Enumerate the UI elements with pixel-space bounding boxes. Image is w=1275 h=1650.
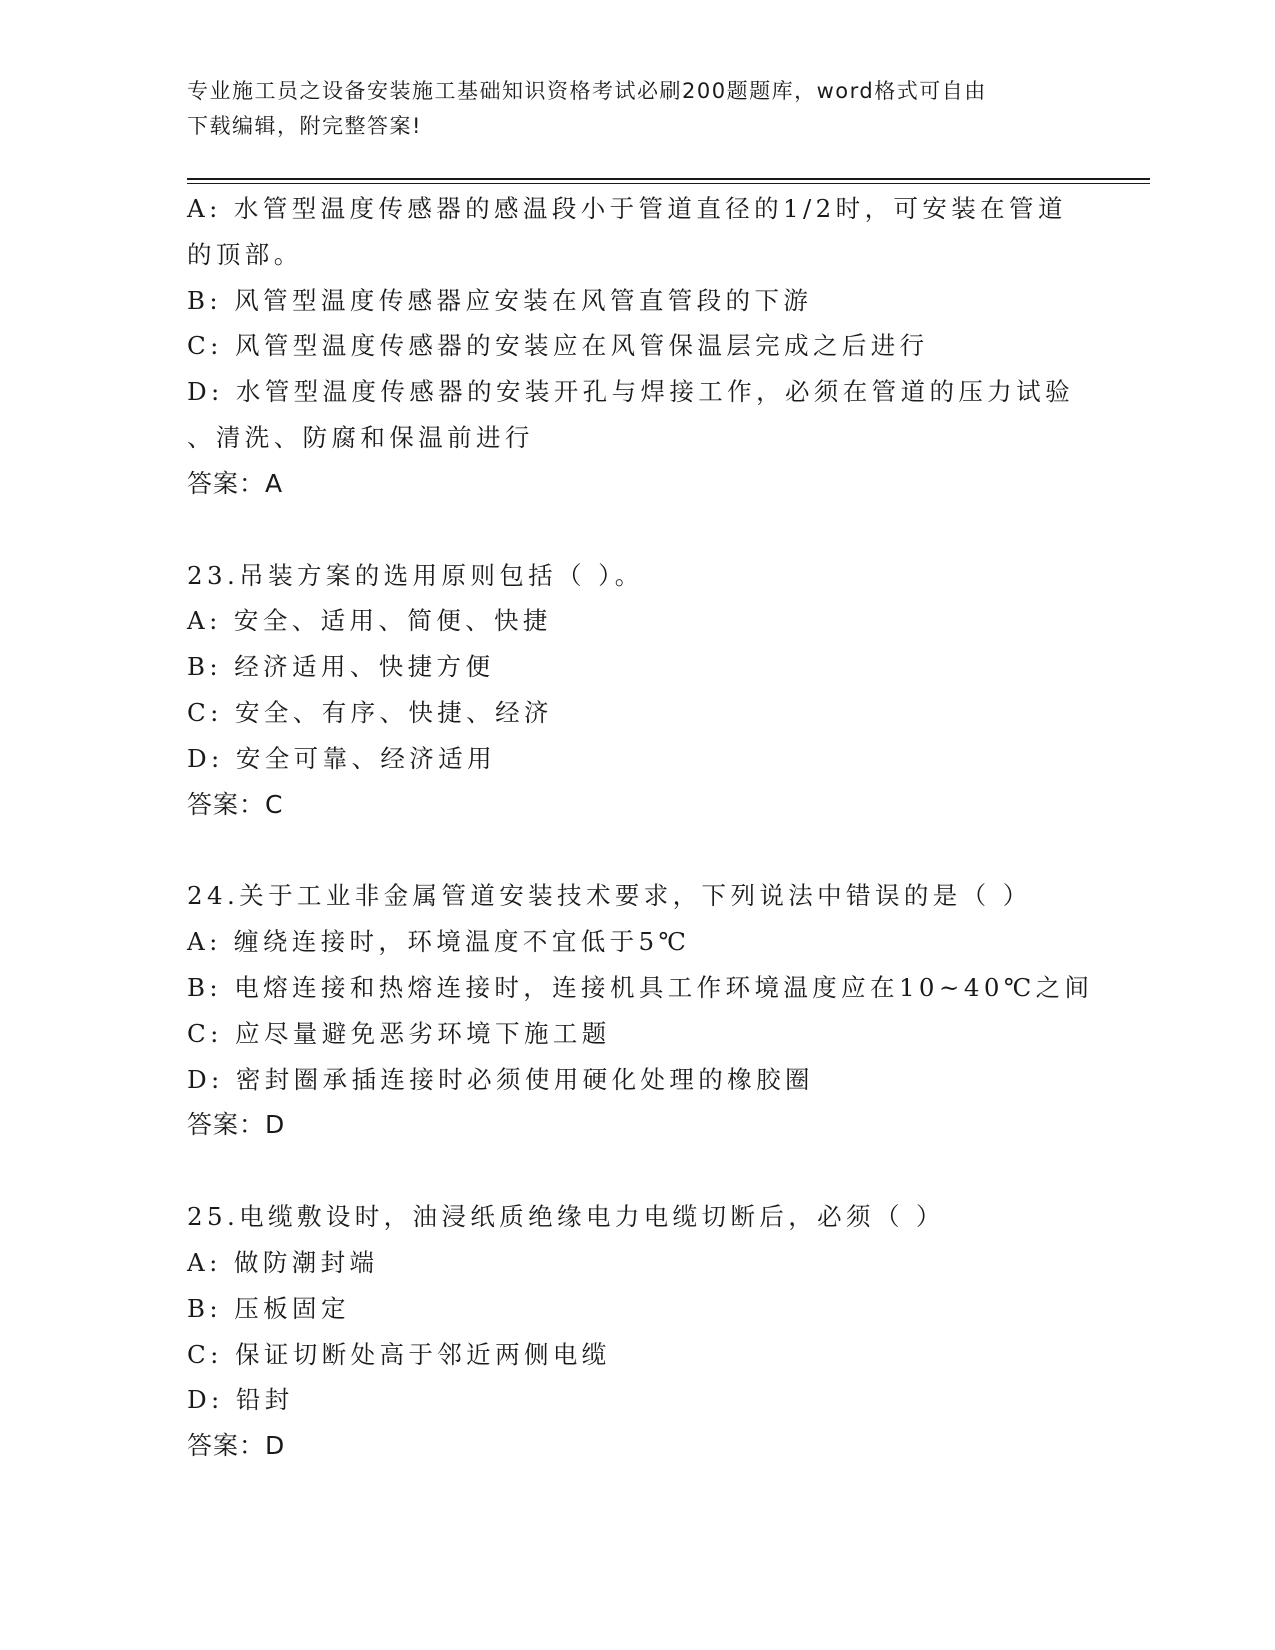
q22-option-b: B: 风管型温度传感器应安装在风管直管段的下游 xyxy=(187,285,813,315)
q24-option-a: A: 缠绕连接时，环境温度不宜低于5℃ xyxy=(187,927,691,957)
question-23-block xyxy=(187,553,1087,828)
q23-option-d: D: 安全可靠、经济适用 xyxy=(187,743,496,773)
q23-answer: 答案：C xyxy=(187,789,284,819)
q22-option-c: C: 风管型温度传感器的安装应在风管保温层完成之后进行 xyxy=(187,331,929,361)
q22-option-a-line-2: 的顶部。 xyxy=(187,239,303,269)
header-divider-thin xyxy=(187,183,1150,184)
q23-option-b: B: 经济适用、快捷方便 xyxy=(187,652,495,682)
spacer xyxy=(187,1148,1087,1194)
q23-option-c: C: 安全、有序、快捷、经济 xyxy=(187,697,553,727)
q25-option-d: D: 铅封 xyxy=(187,1385,294,1415)
question-24-block xyxy=(187,873,1094,1148)
q22-answer: 答案：A xyxy=(187,468,284,498)
header-line-1: 专业施工员之设备安装施工基础知识资格考试必刷200题题库，word格式可自由 xyxy=(187,79,987,103)
q24-option-c: C: 应尽量避免恶劣环境下施工题 xyxy=(187,1018,611,1048)
document-header xyxy=(187,74,1067,144)
q22-option-d-line-2: 、清洗、防腐和保温前进行 xyxy=(187,422,534,452)
q25-question: 25.电缆敷设时，油浸纸质绝缘电力电缆切断后，必须（ ） xyxy=(187,1202,945,1232)
q24-question: 24.关于工业非金属管道安装技术要求，下列说法中错误的是（ ） xyxy=(187,881,1032,911)
q25-option-b: B: 压板固定 xyxy=(187,1293,350,1323)
question-list xyxy=(187,186,1094,1469)
q23-option-a: A: 安全、适用、简便、快捷 xyxy=(187,606,552,636)
spacer xyxy=(187,507,1087,553)
q22-option-d-line-1: D: 水管型温度传感器的安装开孔与焊接工作，必须在管道的压力试验 xyxy=(187,377,1074,407)
spacer xyxy=(187,827,1087,873)
question-22-block xyxy=(187,186,1087,507)
q24-answer: 答案：D xyxy=(187,1110,286,1140)
q25-answer: 答案：D xyxy=(187,1431,286,1461)
question-25-block xyxy=(187,1194,1087,1469)
q24-option-d: D: 密封圈承插连接时必须使用硬化处理的橡胶圈 xyxy=(187,1064,814,1094)
q25-option-a: A: 做防潮封端 xyxy=(187,1247,379,1277)
header-divider-thick xyxy=(187,178,1150,180)
q22-option-a-line-1: A: 水管型温度传感器的感温段小于管道直径的1/2时，可安装在管道 xyxy=(187,194,1067,223)
q25-option-c: C: 保证切断处高于邻近两侧电缆 xyxy=(187,1339,611,1369)
header-line-2: 下载编辑，附完整答案! xyxy=(187,114,422,138)
q24-option-b: B: 电熔连接和热熔连接时，连接机具工作环境温度应在10~40℃之间 xyxy=(187,972,1094,1002)
q23-question: 23.吊装方案的选用原则包括（ ）。 xyxy=(187,560,644,590)
